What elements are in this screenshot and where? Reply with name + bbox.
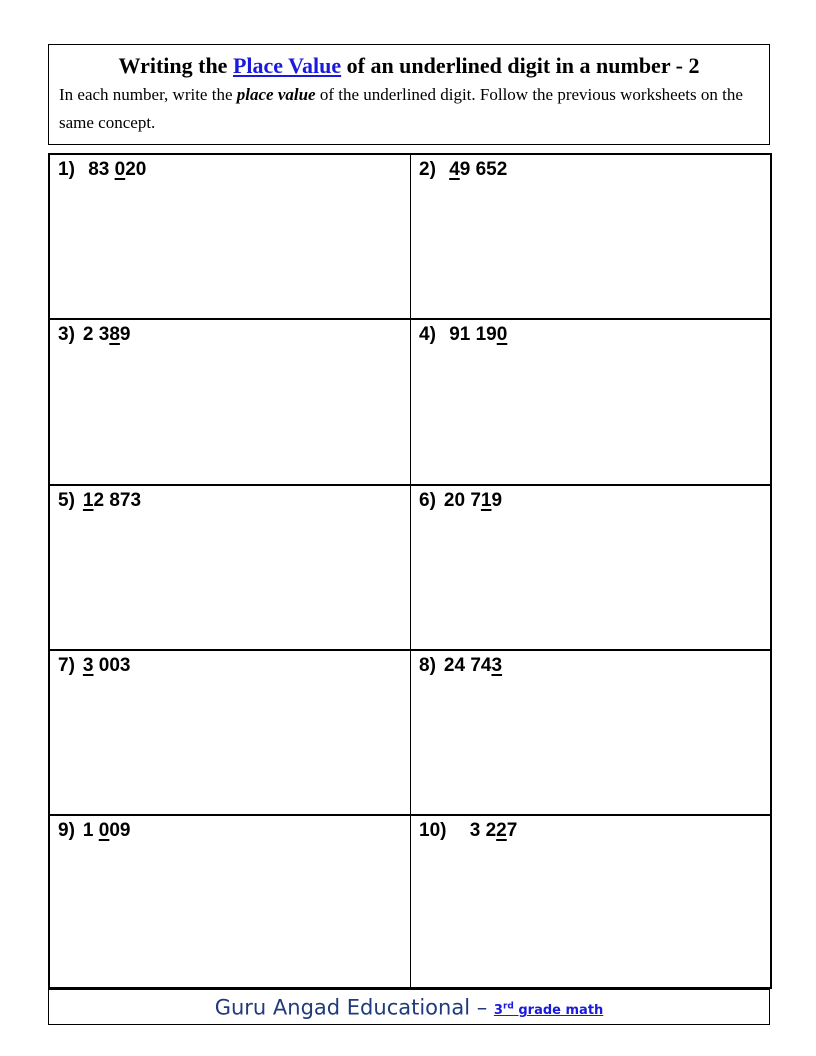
problem-number: 8) (419, 655, 436, 676)
problem-cell[interactable] (50, 651, 411, 816)
worksheet-header (48, 44, 770, 145)
problem-cell[interactable] (411, 486, 772, 651)
instructions (59, 81, 759, 137)
title-text-start: Writing the (118, 53, 233, 78)
problem-cell[interactable] (50, 320, 411, 486)
underlined-digit: 3 (82, 655, 94, 676)
underlined-digit: 1 (82, 490, 94, 511)
problem-number: 6) (419, 490, 436, 511)
number-part: 20 (125, 159, 147, 180)
problem-cell[interactable] (50, 816, 411, 987)
underlined-digit: 0 (98, 820, 110, 841)
number-part: 3 2 (469, 820, 497, 841)
underlined-digit: 1 (480, 490, 492, 511)
number-part: 24 74 (443, 655, 492, 676)
underlined-digit: 4 (449, 159, 460, 180)
number-part: 1 (82, 820, 99, 841)
problem-number: 10) (419, 820, 447, 841)
problem-cell[interactable] (50, 155, 411, 320)
number-part: 2 873 (93, 490, 142, 511)
instructions-end: of the underlined digit. Follow the previous worksheets on the same concept. (59, 85, 743, 132)
underlined-digit: 3 (491, 655, 503, 676)
worksheet-footer (48, 989, 770, 1025)
problem-number: 1) (58, 159, 75, 180)
title-text-end: of an underlined digit in a number - 2 (341, 53, 700, 78)
grade-suffix: rd (502, 1002, 514, 1012)
grade-text: grade math (513, 1003, 604, 1019)
number-part: 7 (506, 820, 518, 841)
problem-cell[interactable] (411, 651, 772, 816)
instructions-emphasis: place value (236, 85, 316, 104)
problem-number: 4) (419, 324, 436, 345)
grade-number: 3 (493, 1003, 503, 1019)
instructions-start: In each number, write the (59, 85, 237, 104)
problem-cell[interactable] (411, 155, 772, 320)
number-part: 9 (491, 490, 503, 511)
problem-cell[interactable] (411, 816, 772, 987)
problem-grid (48, 153, 772, 989)
worksheet-title (59, 51, 759, 81)
number-part: 9 (119, 324, 131, 345)
grade-link[interactable] (494, 1003, 603, 1018)
number-part: 9 652 (459, 159, 508, 180)
number-part: 09 (109, 820, 131, 841)
problem-cell[interactable] (50, 486, 411, 651)
place-value-link[interactable]: Place Value (232, 53, 342, 78)
problem-number: 3) (58, 324, 75, 345)
problem-cell[interactable] (411, 320, 772, 486)
footer-dash: – (470, 995, 494, 1020)
problem-number: 5) (58, 490, 75, 511)
number-part: 91 19 (449, 324, 497, 345)
underlined-digit: 8 (109, 324, 120, 345)
underlined-digit: 0 (114, 159, 126, 180)
problem-number: 2) (419, 159, 436, 180)
number-part: 83 (88, 159, 115, 180)
number-part: 003 (93, 655, 131, 676)
number-part: 2 3 (82, 324, 110, 345)
underlined-digit: 2 (496, 820, 507, 841)
problem-number: 9) (58, 820, 75, 841)
brand-name: Guru Angad Educational (214, 995, 471, 1020)
problem-number: 7) (58, 655, 75, 676)
underlined-digit: 0 (496, 324, 508, 345)
number-part: 20 7 (443, 490, 481, 511)
